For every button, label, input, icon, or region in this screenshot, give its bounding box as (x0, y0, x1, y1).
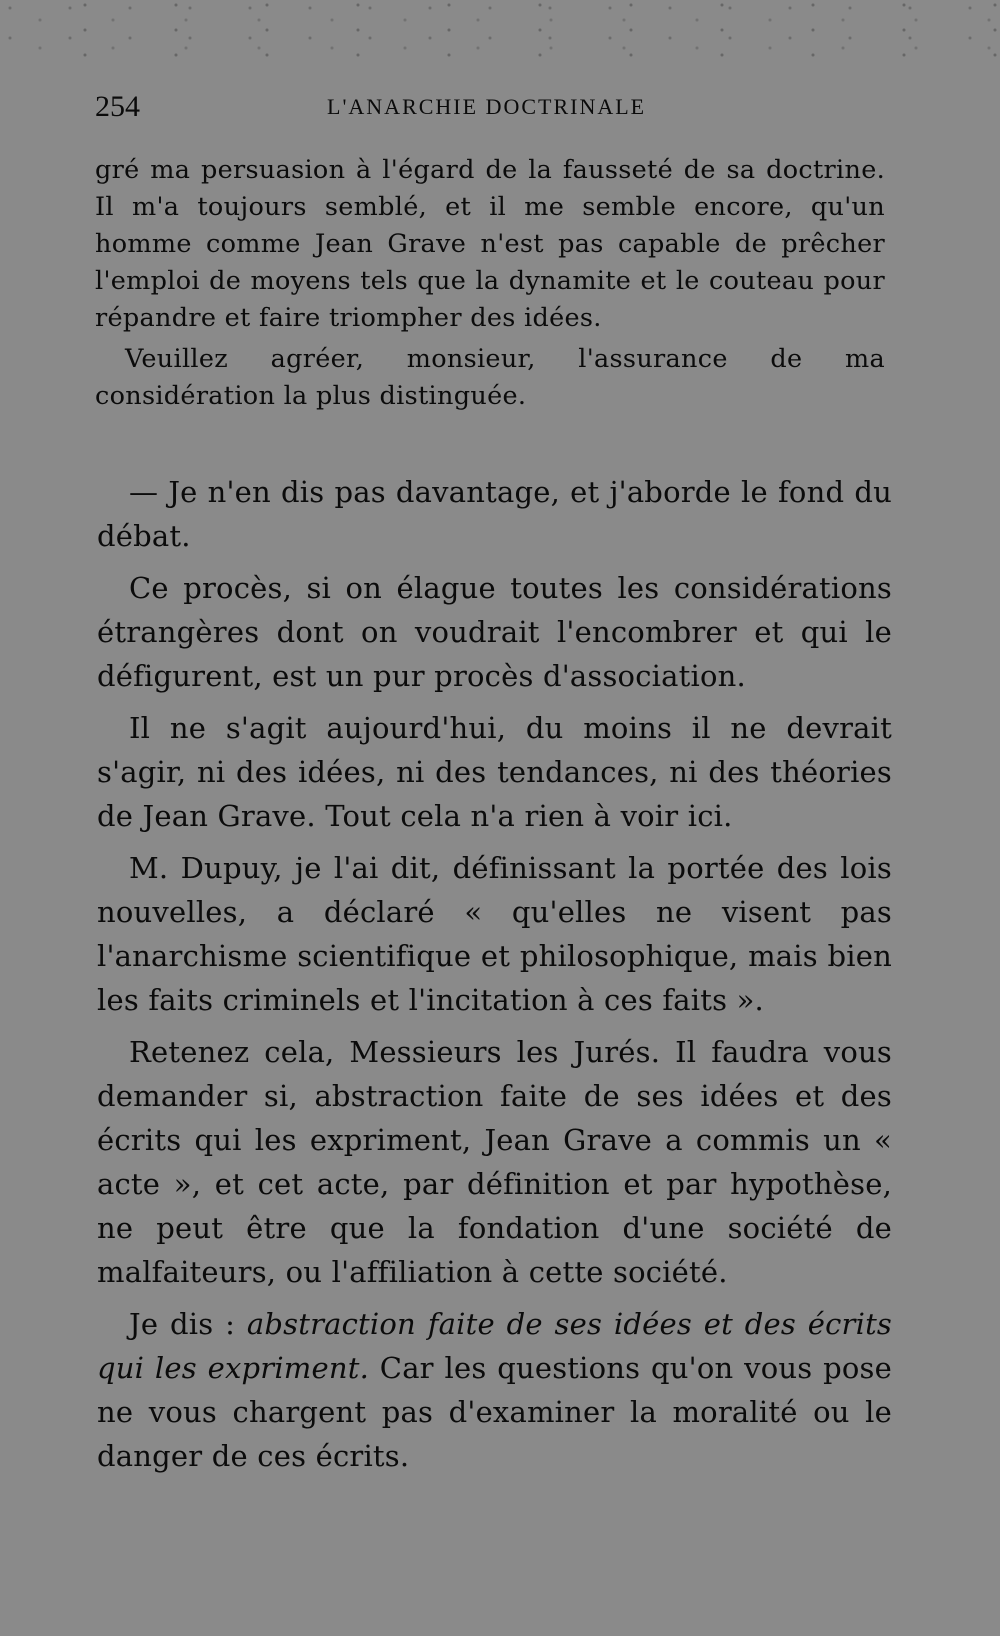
body-paragraph-3: Il ne s'agit aujourd'hui, du moins il ne devrait s'agir, ni des idées, ni des tendances, ni des théories de Jean Grave. Tout cela n'a rien à voir ici. (97, 711, 892, 833)
body-paragraph-6-end: Car les questions qu'on vous pose ne vous chargent pas d'examiner la moralité ou le danger de ces écrits. (97, 1351, 892, 1473)
quote-paragraph-1: gré ma persuasion à l'égard de la fausseté de sa doctrine. Il m'a toujours semblé, et il me semble encore, qu'un homme comme Jean Grave n'est pas capable de prêcher l'emploi de moyens tels que la dynamite et le couteau pour répandre et faire triompher des idées. (95, 155, 885, 333)
body-paragraph-5: Retenez cela, Messieurs les Jurés. Il faudra vous demander si, abstraction faite de ses idées et des écrits qui les expriment, Jean Grave a commis un « acte », et cet acte, par définition et par hypothèse, ne peut être que la fondation d'une société de malfaiteurs, ou l'affiliation à cette société. (97, 1035, 892, 1289)
body-paragraph-2: Ce procès, si on élague toutes les considérations étrangères dont on voudrait l'encombrer et qui le défigurent, est un pur procès d'association. (97, 571, 892, 693)
body-paragraph-4: M. Dupuy, je l'ai dit, définissant la portée des lois nouvelles, a déclaré « qu'elles ne visent pas l'anarchisme scientifique et philosophique, mais bien les faits criminels et l'incitation à ces faits ». (97, 851, 892, 1017)
body-text (97, 470, 892, 1486)
body-paragraph-6-italic: abstraction faite de ses idées et des écrits qui les expriment. (97, 1307, 893, 1385)
page-header (95, 90, 885, 130)
body-paragraph-6-start: Je dis : (129, 1307, 247, 1341)
body-paragraph-1: — Je n'en dis pas davantage, et j'aborde le fond du débat. (97, 475, 892, 553)
scan-speckle (0, 0, 1000, 60)
quote-paragraph-2: Veuillez agréer, monsieur, l'assurance de ma considération la plus distinguée. (95, 344, 885, 411)
quoted-letter (95, 152, 885, 415)
body-paragraph-6 (97, 1302, 892, 1478)
running-head: L'ANARCHIE DOCTRINALE (327, 94, 647, 119)
page-number: 254 (95, 90, 140, 123)
